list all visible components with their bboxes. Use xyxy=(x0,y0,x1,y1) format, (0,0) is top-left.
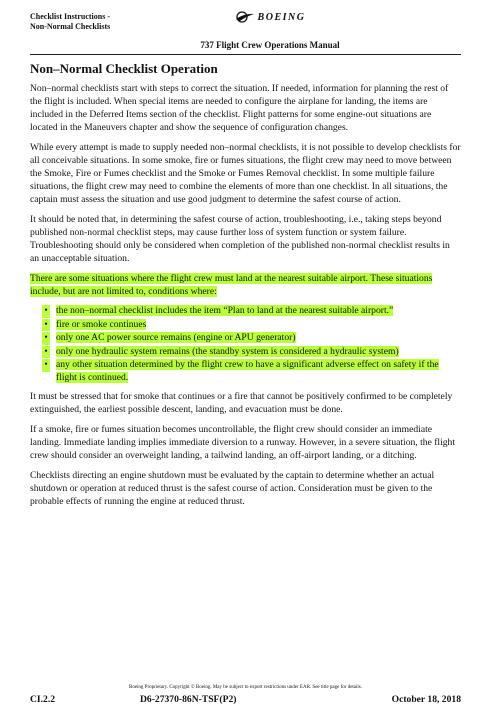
paragraph-5: If a smoke, fire or fumes situation becomes uncontrollable, the flight crew should consider an immediate landing. Immediate landing implies immediate diversion to a runway. However, in a severe situation, the flight crew should consider an overweight landing, a tailwind landing, an off-airport landing, or a ditching. xyxy=(30,424,456,461)
list-item-text: any other situation determined by the flight crew to have a significant adverse effect on safety if the flight is continued. xyxy=(56,359,439,383)
highlighted-intro xyxy=(30,272,461,298)
bullet-icon: • xyxy=(42,359,50,372)
bullet-icon: • xyxy=(42,346,50,359)
section-title-line-1: Checklist Instructions - xyxy=(30,12,111,21)
paragraph-4: It must be stressed that for smoke that continues or a fire that cannot be positively confirmed to be completely extinguished, the earliest possible descent, landing, and evacuation must be done. xyxy=(30,391,453,415)
paragraph-6: Checklists directing an engine shutdown must be evaluated by the captain to determine whether an actual shutdown or operation at reduced thrust is the safest course of action. Consideration must be given to the probable effects of running the engine at reduced thrust. xyxy=(30,470,435,507)
boeing-logo xyxy=(235,11,306,23)
paragraph-1: Non–normal checklists start with steps to correct the situation. If needed, information for planning the rest of the flight is included. When special items are needed to configure the airplane for landing, the items are included in the Deferred Items section of the checklist. Flight patterns for some engine-out situations are located in the Maneuvers chapter and show the sequence of configuration changes. xyxy=(30,83,449,133)
paragraph-2: While every attempt is made to supply needed non–normal checklists, it is not possible to develop checklists for all conceivable situations. In some smoke, fire or fumes situations, the flight crew may need to move between the Smoke, Fire or Fumes checklist and the Smoke or Fumes Removal checklist. In some multiple failure situations, the flight crew may need to combine the elements of more than one checklist. In all situations, the captain must assess the situation and use good judgment to determine the safest course of action. xyxy=(30,142,461,205)
boeing-symbol-icon xyxy=(235,11,255,23)
footer-row xyxy=(30,694,461,708)
boeing-wordmark: BOEING xyxy=(257,11,306,23)
paragraph-3: It should be noted that, in determining the safest course of action, troubleshooting, i.e., taking steps beyond published non-normal checklist steps, may cause further loss of system function or system failure. Troubleshooting should only be considered when completion of the published non-normal checklist results in an unacceptable situation. xyxy=(30,214,450,264)
manual-title: 737 Flight Crew Operations Manual xyxy=(200,40,340,50)
page-footer xyxy=(30,684,461,708)
section-title xyxy=(30,12,110,32)
highlighted-intro-text: There are some situations where the flight crew must land at the nearest suitable airport. These situations include, but are not limited to, conditions where: xyxy=(30,273,433,297)
page-number: CI.2.2 xyxy=(30,694,56,705)
header-divider xyxy=(30,54,461,55)
document-id: D6-27370-86N-TSF(P2) xyxy=(140,694,237,705)
header-center xyxy=(180,10,360,50)
page-heading: Non–Normal Checklist Operation xyxy=(30,61,218,76)
list-item xyxy=(44,318,461,332)
list-item xyxy=(44,305,461,318)
bullet-icon: • xyxy=(42,305,50,318)
list-item-text: only one hydraulic system remains (the standby system is considered a hydraulic system) xyxy=(56,345,399,357)
list-item-text: only one AC power source remains (engine or APU generator) xyxy=(56,332,296,343)
revision-date: October 18, 2018 xyxy=(391,694,461,705)
section-title-line-2: Non-Normal Checklists xyxy=(30,22,111,31)
list-item xyxy=(44,345,461,359)
bullet-icon: • xyxy=(42,319,50,332)
list-item-text: fire or smoke continues xyxy=(56,318,147,330)
page-header xyxy=(30,10,461,52)
list-item-text: the non–normal checklist includes the item “Plan to land at the nearest suitable airport.” xyxy=(56,305,394,316)
list-item xyxy=(44,359,461,384)
copyright-notice: Boeing Proprietary. Copyright © Boeing. May be subject to export restrictions under EAR. See title page for details. xyxy=(128,685,362,690)
bullet-icon: • xyxy=(42,332,50,345)
nearest-airport-conditions-list xyxy=(30,305,461,384)
list-item xyxy=(44,332,461,345)
